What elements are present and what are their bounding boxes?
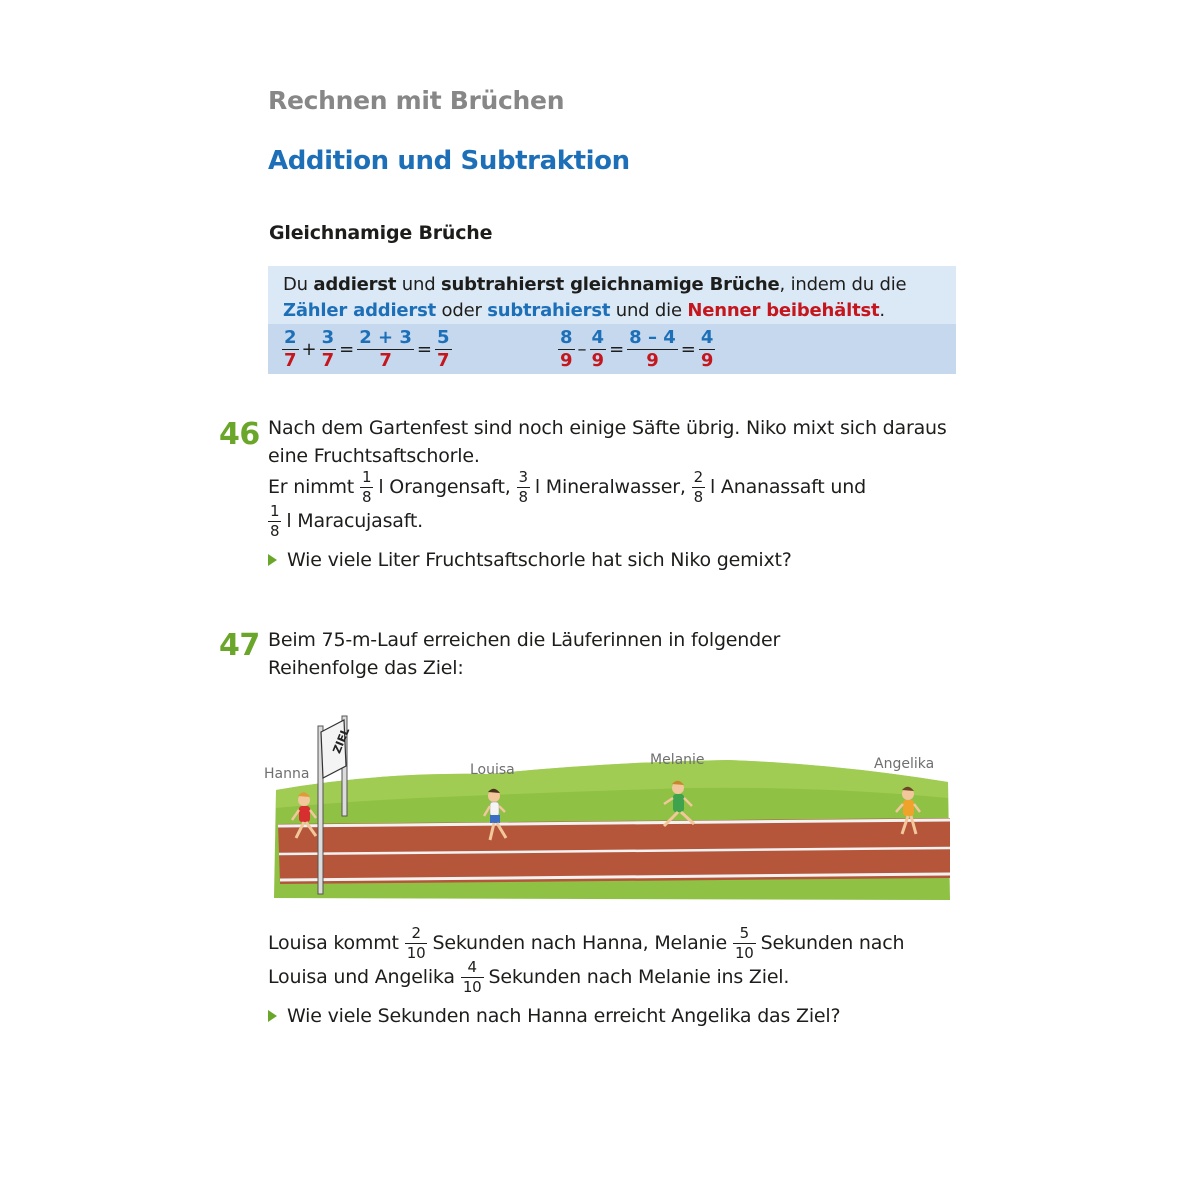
numerator: 3 bbox=[518, 467, 528, 486]
denominator: 9 bbox=[591, 349, 605, 371]
rule-text-part: Du bbox=[283, 274, 314, 295]
fraction bbox=[320, 326, 337, 371]
example-addition bbox=[282, 327, 452, 371]
denominator: 7 bbox=[437, 349, 450, 371]
denominator: 7 bbox=[357, 349, 414, 370]
operator: + bbox=[301, 338, 317, 360]
fraction bbox=[268, 501, 281, 540]
example-subtraction bbox=[558, 327, 715, 371]
fraction bbox=[405, 923, 428, 962]
task-text: Nach dem Gartenfest sind noch einige Säfte übrig. Niko mixt sich daraus bbox=[268, 417, 947, 439]
fraction bbox=[357, 326, 414, 371]
rule-text bbox=[268, 266, 956, 324]
fraction bbox=[627, 326, 678, 371]
task-47 bbox=[268, 626, 780, 682]
denominator: 9 bbox=[560, 349, 573, 371]
denominator: 8 bbox=[693, 487, 704, 506]
task-question bbox=[268, 1002, 904, 1030]
fraction bbox=[558, 326, 575, 371]
rule-box bbox=[268, 266, 956, 374]
equals-sign: = bbox=[416, 338, 433, 360]
numerator: 5 bbox=[437, 326, 450, 348]
denominator: 7 bbox=[284, 349, 297, 371]
race-illustration bbox=[258, 702, 958, 902]
rule-text-part: , indem du die bbox=[779, 274, 907, 295]
task-47-continued bbox=[268, 923, 905, 1030]
denominator: 8 bbox=[362, 487, 372, 506]
task-number: 46 bbox=[219, 417, 260, 452]
question-text: Wie viele Sekunden nach Hanna erreicht Angelika das Ziel? bbox=[287, 1005, 841, 1027]
task-text: l Mineralwasser, bbox=[534, 476, 686, 498]
task-text-line bbox=[268, 501, 947, 540]
fraction bbox=[733, 923, 756, 962]
operator: – bbox=[577, 338, 587, 360]
fraction bbox=[699, 326, 716, 371]
task-text: Er nimmt bbox=[268, 476, 355, 498]
task-text: Sekunden nach Hanna, Melanie bbox=[432, 932, 727, 954]
rule-text-bold: subtrahierst gleichnamige Brüche bbox=[440, 274, 780, 295]
denominator: 9 bbox=[700, 349, 714, 371]
fraction bbox=[282, 326, 299, 371]
numerator: 8 bbox=[560, 326, 573, 348]
denominator: 7 bbox=[321, 349, 335, 371]
rule-text-part: . bbox=[879, 300, 885, 321]
task-text: l Maracujasaft. bbox=[286, 510, 423, 532]
runner-label: Melanie bbox=[650, 752, 705, 768]
fraction bbox=[590, 326, 607, 371]
numerator: 8 – 4 bbox=[629, 326, 676, 348]
fraction bbox=[517, 467, 530, 506]
page-title: Addition und Subtraktion bbox=[268, 146, 630, 176]
task-text-line bbox=[268, 467, 947, 506]
numerator: 1 bbox=[362, 467, 372, 486]
rule-text-bold: addierst bbox=[313, 274, 397, 295]
rule-text-part: und bbox=[396, 274, 441, 295]
equals-sign: = bbox=[609, 338, 625, 360]
finish-sign-text: ZIEL bbox=[330, 725, 353, 756]
question-text: Wie viele Liter Fruchtsaftschorle hat sich Niko gemixt? bbox=[287, 549, 792, 571]
rule-text-red: Nenner beibehältst bbox=[687, 300, 880, 321]
task-text: l Ananassaft und bbox=[710, 476, 866, 498]
rule-text-blue: Zähler addierst bbox=[283, 300, 437, 321]
subsection-title: Gleichnamige Brüche bbox=[269, 222, 493, 244]
task-text: Sekunden nach bbox=[760, 932, 905, 954]
task-text: Beim 75-m-Lauf erreichen die Läuferinnen in folgender bbox=[268, 629, 781, 651]
task-text-line bbox=[268, 957, 904, 996]
runner-label: Louisa bbox=[470, 762, 515, 778]
denominator: 8 bbox=[270, 521, 280, 540]
task-text: Louisa und Angelika bbox=[268, 966, 455, 988]
denominator: 9 bbox=[627, 349, 678, 370]
play-triangle-icon bbox=[268, 1010, 277, 1022]
numerator: 2 bbox=[693, 467, 704, 486]
rule-text-blue: subtrahierst bbox=[487, 300, 611, 321]
denominator: 10 bbox=[406, 943, 426, 962]
fraction bbox=[692, 467, 705, 506]
task-text-line bbox=[268, 923, 905, 962]
denominator: 10 bbox=[734, 943, 754, 962]
task-text: Louisa kommt bbox=[268, 932, 399, 954]
fraction bbox=[435, 326, 452, 371]
numerator: 4 bbox=[700, 326, 714, 348]
race-track-drawing bbox=[258, 702, 958, 902]
runner-label: Hanna bbox=[264, 766, 310, 782]
rule-examples bbox=[268, 324, 956, 374]
fraction bbox=[360, 467, 373, 506]
denominator: 8 bbox=[518, 487, 528, 506]
numerator: 3 bbox=[321, 326, 335, 348]
task-text: eine Fruchtsaftschorle. bbox=[268, 445, 480, 467]
numerator: 1 bbox=[270, 501, 280, 520]
task-text: Reihenfolge das Ziel: bbox=[268, 657, 464, 679]
task-text: l Orangensaft, bbox=[378, 476, 511, 498]
rule-text-part: oder bbox=[436, 300, 488, 321]
task-46 bbox=[268, 414, 947, 574]
equals-sign: = bbox=[339, 338, 355, 360]
numerator: 4 bbox=[467, 957, 477, 976]
numerator: 2 + 3 bbox=[359, 326, 412, 348]
equals-sign: = bbox=[680, 338, 696, 360]
runner-label: Angelika bbox=[874, 756, 935, 772]
rule-line-1 bbox=[283, 272, 956, 298]
rule-line-2 bbox=[283, 298, 956, 324]
task-question bbox=[268, 546, 947, 574]
denominator: 10 bbox=[462, 977, 482, 996]
numerator: 4 bbox=[591, 326, 605, 348]
fraction bbox=[461, 957, 484, 996]
play-triangle-icon bbox=[268, 554, 277, 566]
task-number: 47 bbox=[219, 628, 260, 663]
task-text: Sekunden nach Melanie ins Ziel. bbox=[488, 966, 790, 988]
numerator: 5 bbox=[739, 923, 749, 942]
numerator: 2 bbox=[284, 326, 297, 348]
rule-text-part: und die bbox=[610, 300, 688, 321]
numerator: 2 bbox=[411, 923, 421, 942]
section-label: Rechnen mit Brüchen bbox=[268, 86, 565, 115]
